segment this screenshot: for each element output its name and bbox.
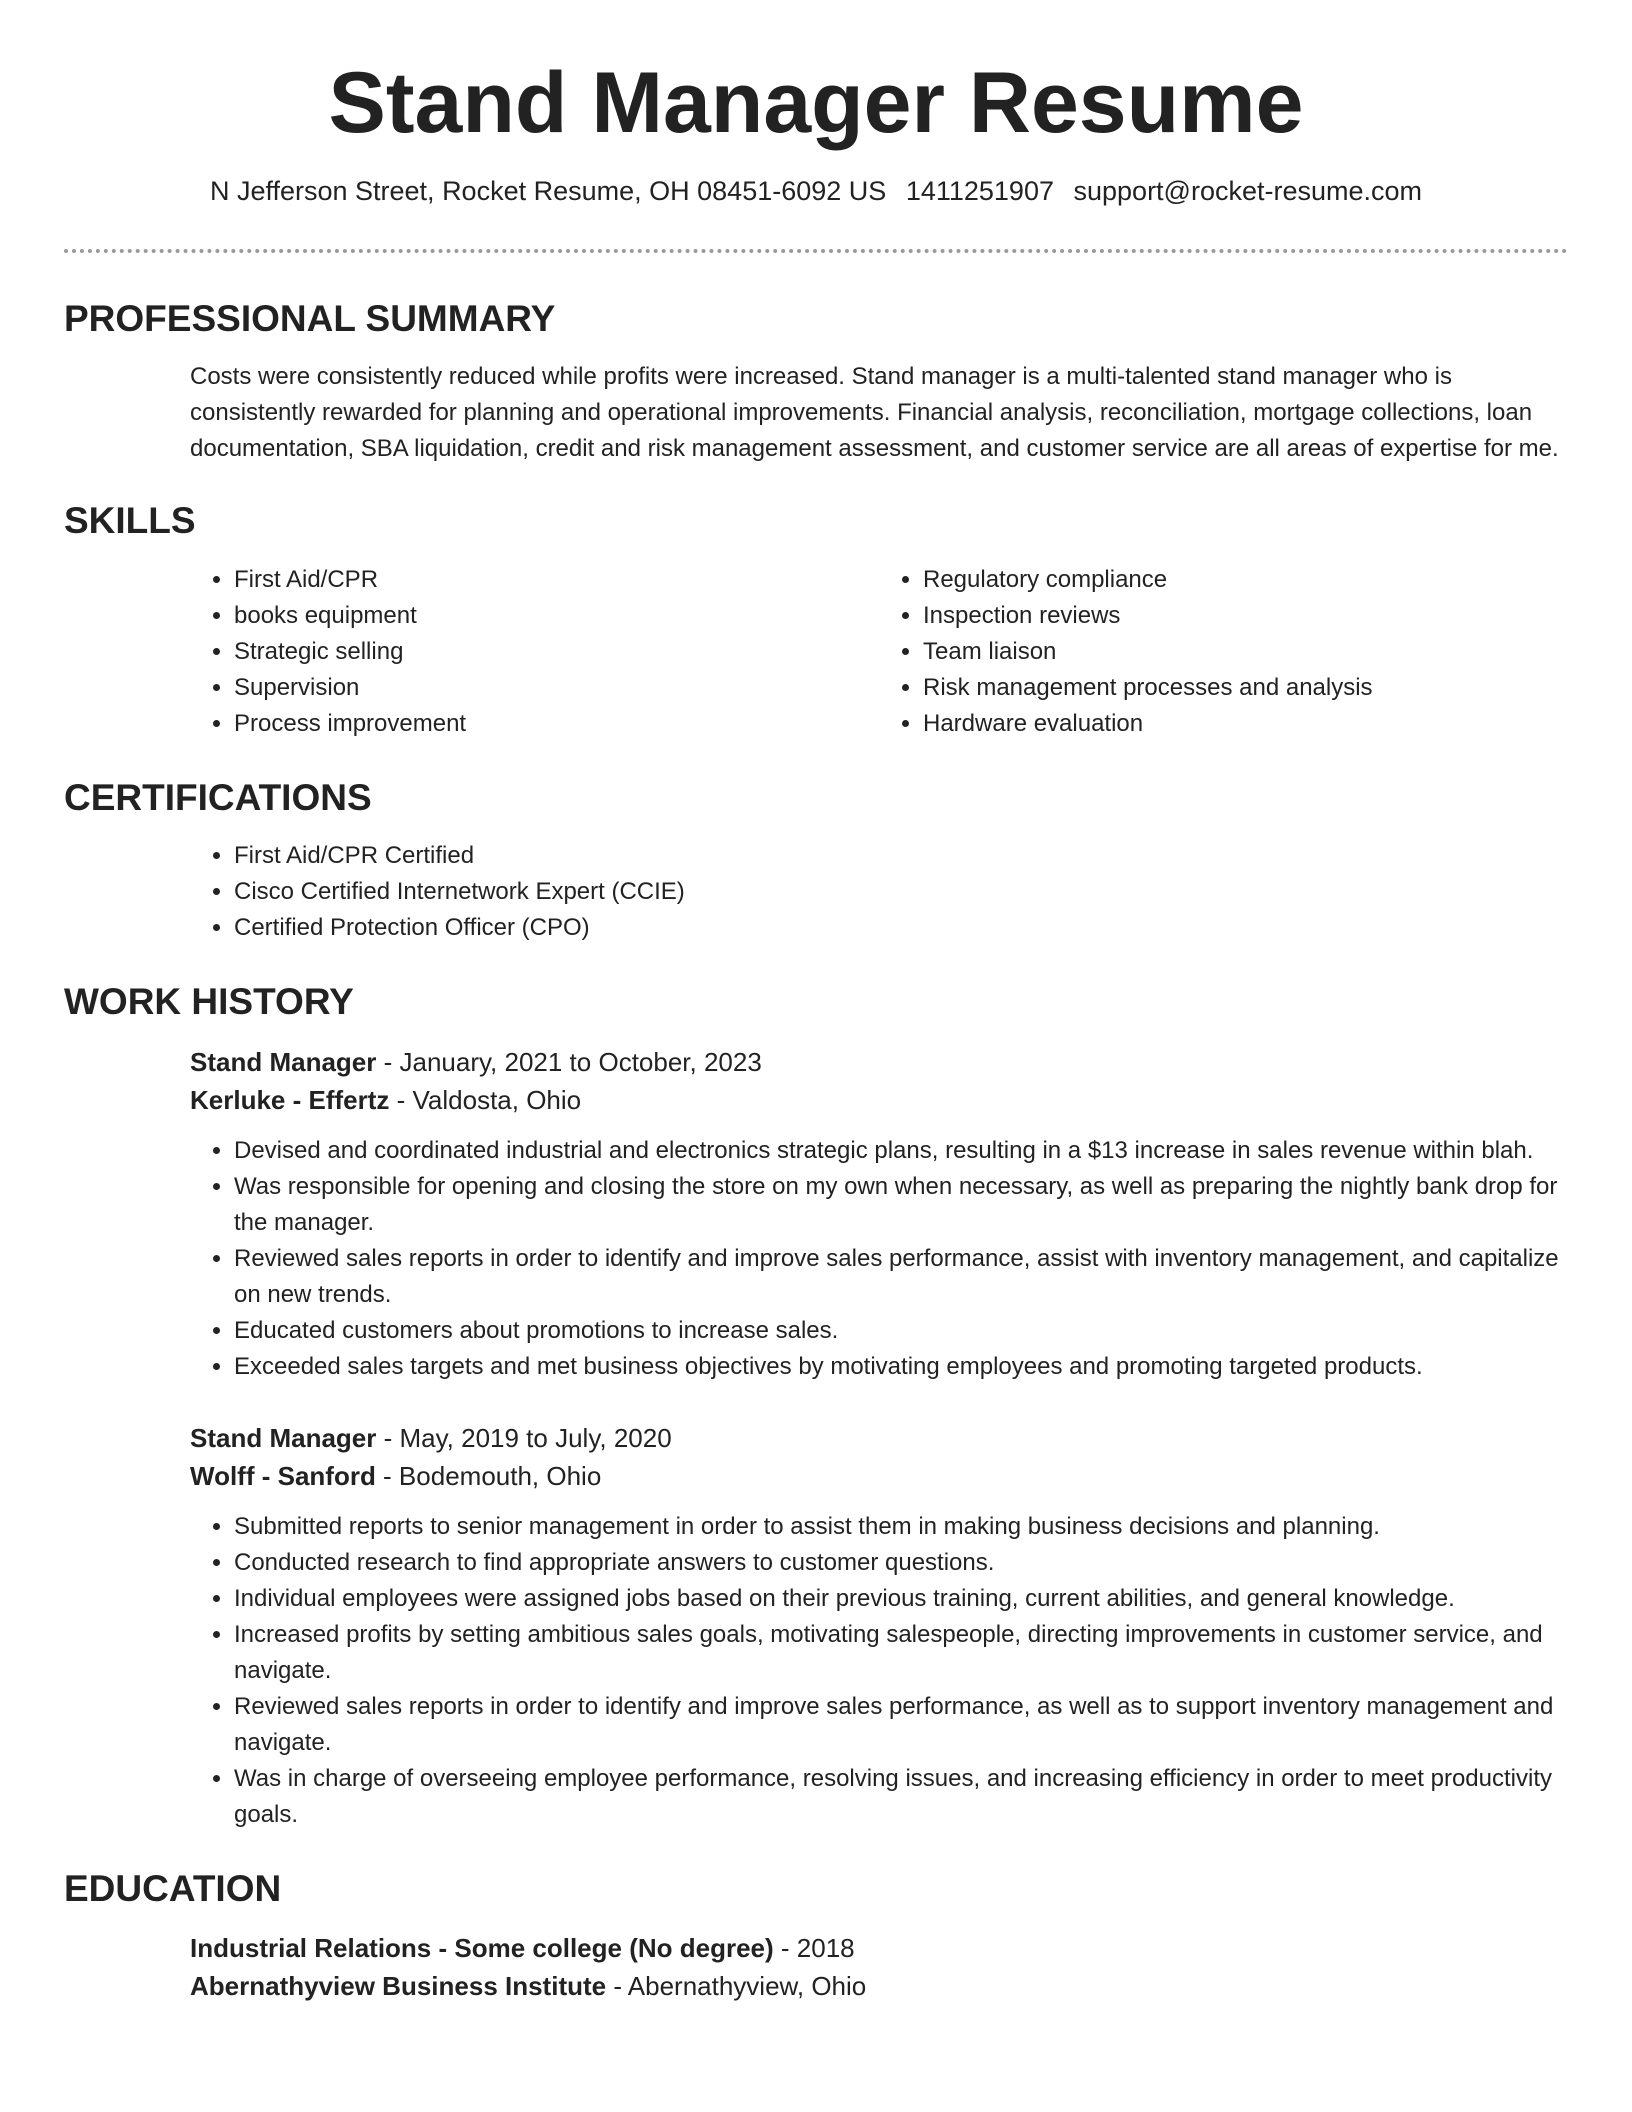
contact-address: N Jefferson Street, Rocket Resume, OH 08451-6092 US <box>209 176 887 207</box>
education-location: - Abernathyview, Ohio <box>606 1970 867 2001</box>
summary-section <box>190 359 1568 467</box>
job-bullet: • Educated customers about promotions to increase sales. <box>234 1313 1568 1349</box>
job-title: Stand Manager <box>190 1046 377 1077</box>
job-bullet: • Exceeded sales targets and met business objectives by motivating employees and promoting targeted products. <box>234 1349 1568 1385</box>
skill-item: • Hardware evaluation <box>923 706 1568 742</box>
job-dates: - January, 2021 to October, 2023 <box>376 1046 762 1077</box>
summary-heading: PROFESSIONAL SUMMARY <box>64 297 556 339</box>
skills-right-list <box>879 562 1568 742</box>
job-location: - Bodemouth, Ohio <box>375 1460 602 1491</box>
skill-item: • books equipment <box>234 598 879 634</box>
job-entry <box>190 1419 1568 1833</box>
job-title-line <box>190 1419 1568 1457</box>
header-divider <box>64 249 1568 253</box>
education-degree-line <box>190 1929 1568 1967</box>
contact-email: support@rocket-resume.com <box>1073 176 1423 207</box>
skill-item: • First Aid/CPR <box>234 562 879 598</box>
work-history-section <box>190 1043 1568 1833</box>
job-bullets <box>190 1133 1568 1385</box>
education-school-line <box>190 1967 1568 2005</box>
skill-item: • Process improvement <box>234 706 879 742</box>
job-bullet: • Conducted research to find appropriate answers to customer questions. <box>234 1545 1568 1581</box>
job-bullet: • Was in charge of overseeing employee performance, resolving issues, and increasing efficiency in order to meet productivity goals. <box>234 1761 1568 1833</box>
job-location: - Valdosta, Ohio <box>389 1084 582 1115</box>
certifications-heading: CERTIFICATIONS <box>64 776 372 818</box>
job-bullet: • Submitted reports to senior management in order to assist them in making business decisions and planning. <box>234 1509 1568 1545</box>
skill-item: • Team liaison <box>923 634 1568 670</box>
certifications-section <box>190 838 1568 946</box>
certification-item: • Cisco Certified Internetwork Expert (CCIE) <box>234 874 1568 910</box>
education-heading: EDUCATION <box>64 1867 282 1909</box>
job-title: Stand Manager <box>190 1422 377 1453</box>
job-company-line <box>190 1457 1568 1495</box>
certifications-list <box>190 838 1568 946</box>
job-bullet: • Individual employees were assigned jobs based on their previous training, current abilities, and general knowledge. <box>234 1581 1568 1617</box>
job-company-line <box>190 1081 1568 1119</box>
job-dates: - May, 2019 to July, 2020 <box>376 1422 672 1453</box>
education-year: - 2018 <box>773 1932 855 1963</box>
education-section <box>190 1929 1568 2005</box>
skills-heading: SKILLS <box>64 500 196 542</box>
skill-item: • Supervision <box>234 670 879 706</box>
job-bullet: • Was responsible for opening and closing the store on my own when necessary, as well as preparing the nightly bank drop for the manager. <box>234 1169 1568 1241</box>
skills-left-list <box>190 562 879 742</box>
education-school: Abernathyview Business Institute <box>190 1970 607 2001</box>
job-entry <box>190 1043 1568 1385</box>
summary-text: Costs were consistently reduced while profits were increased. Stand manager is a multi-talented stand manager who is consistently rewarded for planning and operational improvements. Financial analysis, reconciliation, mortgage collections, loan documentation, SBA liquidation, credit and risk management assessment, and customer service are all areas of expertise for me. <box>190 363 1559 463</box>
skill-item: • Regulatory compliance <box>923 562 1568 598</box>
job-company: Wolff - Sanford <box>190 1460 376 1491</box>
job-bullet: • Reviewed sales reports in order to identify and improve sales performance, assist with inventory management, and capitalize on new trends. <box>234 1241 1568 1313</box>
job-bullet: • Reviewed sales reports in order to identify and improve sales performance, as well as to support inventory management and navigate. <box>234 1689 1568 1761</box>
job-company: Kerluke - Effertz <box>190 1084 390 1115</box>
job-bullet: • Increased profits by setting ambitious sales goals, motivating salespeople, directing improvements in customer service, and navigate. <box>234 1617 1568 1689</box>
certification-item: • First Aid/CPR Certified <box>234 838 1568 874</box>
page-title: Stand Manager Resume <box>328 55 1304 151</box>
work-history-heading: WORK HISTORY <box>64 981 354 1023</box>
job-title-line <box>190 1043 1568 1081</box>
skills-section <box>190 562 1568 742</box>
education-degree: Industrial Relations - Some college (No degree) <box>190 1932 774 1963</box>
contact-phone: 1411251907 <box>905 176 1054 207</box>
skill-item: • Strategic selling <box>234 634 879 670</box>
certification-item: • Certified Protection Officer (CPO) <box>234 910 1568 946</box>
skill-item: • Inspection reviews <box>923 598 1568 634</box>
job-bullets <box>190 1509 1568 1833</box>
job-bullet: • Devised and coordinated industrial and electronics strategic plans, resulting in a $13 increase in sales revenue within blah. <box>234 1133 1568 1169</box>
contact-line <box>64 173 1568 211</box>
skill-item: • Risk management processes and analysis <box>923 670 1568 706</box>
